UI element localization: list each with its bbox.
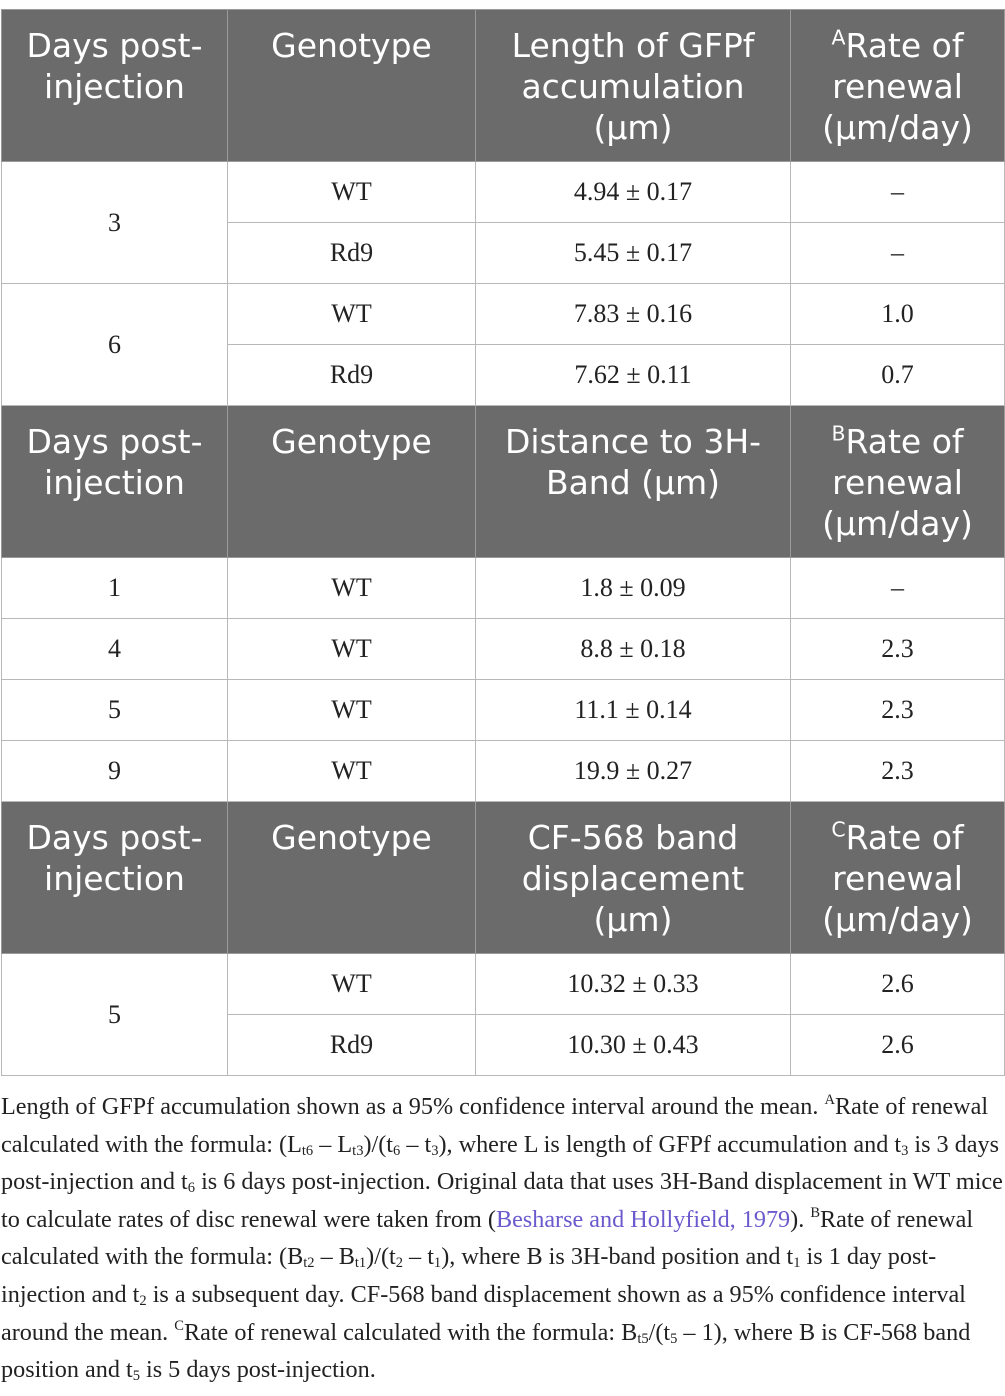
footnote-text: Rate of renewal calculated with the formula: B <box>183 1318 638 1346</box>
footnote-text: is 3 days post-injection and t <box>1 1130 1000 1196</box>
subscript: 6 <box>187 1180 196 1197</box>
rate-cell: 2.3 <box>791 680 1005 741</box>
footnote-marker: A <box>824 1091 835 1108</box>
footnote-marker: C <box>831 817 846 842</box>
genotype-cell: WT <box>228 619 476 680</box>
rate-cell: – <box>791 223 1005 284</box>
header-measure: Distance to 3H-Band (μm) <box>476 406 791 558</box>
subscript: 5 <box>132 1368 140 1385</box>
footnote-marker: C <box>174 1317 184 1334</box>
header-days: Days post-injection <box>2 406 228 558</box>
table-row <box>2 680 1005 741</box>
table-row <box>2 954 1005 1015</box>
subscript: 1 <box>793 1255 801 1272</box>
footnote-text: Rate of renewal calculated with the formula: (B <box>1 1205 974 1271</box>
rate-cell: – <box>791 558 1005 619</box>
day-cell: 1 <box>2 558 228 619</box>
footnote-text: /(t <box>648 1318 671 1346</box>
header-rate <box>791 406 1005 558</box>
genotype-cell: WT <box>228 954 476 1015</box>
day-cell: 6 <box>2 284 228 406</box>
genotype-cell: WT <box>228 284 476 345</box>
genotype-cell: WT <box>228 558 476 619</box>
subscript: t6 <box>301 1142 314 1159</box>
genotype-cell: Rd9 <box>228 223 476 284</box>
genotype-cell: Rd9 <box>228 345 476 406</box>
genotype-cell: WT <box>228 162 476 223</box>
footnote-text: Rate of renewal calculated with the formula: (L <box>1 1093 989 1158</box>
footnote-text: is 6 days post-injection. Original data that uses 3H-Band displacement in WT mice to calculate rates of disc renewal were taken from ( <box>1 1168 1003 1233</box>
rate-cell: 0.7 <box>791 345 1005 406</box>
footnote-marker: B <box>831 421 846 446</box>
footnote-text: ). <box>790 1205 811 1233</box>
header-days: Days post-injection <box>2 10 228 162</box>
value-cell: 7.83 ± 0.16 <box>476 284 791 345</box>
table-row <box>2 284 1005 345</box>
footnote-marker: B <box>810 1204 820 1221</box>
footnote-text: is 5 days post-injection. <box>139 1356 376 1384</box>
value-cell: 5.45 ± 0.17 <box>476 223 791 284</box>
value-cell: 1.8 ± 0.09 <box>476 558 791 619</box>
value-cell: 11.1 ± 0.14 <box>476 680 791 741</box>
day-cell: 4 <box>2 619 228 680</box>
header-rate-label: Rate of renewal (μm/day) <box>822 818 973 939</box>
subscript: 3 <box>901 1142 909 1159</box>
value-cell: 7.62 ± 0.11 <box>476 345 791 406</box>
header-measure: Length of GFPf accumulation (μm) <box>476 10 791 162</box>
rate-cell: 2.6 <box>791 1015 1005 1076</box>
section-1-header-row <box>2 10 1005 162</box>
value-cell: 19.9 ± 0.27 <box>476 741 791 802</box>
footnote-text: – B <box>314 1243 355 1271</box>
footnote-text: ), where L is length of GFPf accumulation and t <box>438 1130 902 1158</box>
day-cell: 9 <box>2 741 228 802</box>
header-genotype: Genotype <box>228 10 476 162</box>
table-row <box>2 162 1005 223</box>
genotype-cell: WT <box>228 741 476 802</box>
header-rate-label: Rate of renewal (μm/day) <box>822 422 973 543</box>
rate-cell: 2.3 <box>791 619 1005 680</box>
value-cell: 10.30 ± 0.43 <box>476 1015 791 1076</box>
footnote-text: – 1), where B is CF-568 band position and t <box>1 1318 971 1384</box>
subscript: t1 <box>354 1255 367 1272</box>
footnote-text: is 1 day post-injection and t <box>1 1243 937 1308</box>
genotype-cell: WT <box>228 680 476 741</box>
day-cell: 5 <box>2 680 228 741</box>
subscript: t3 <box>352 1142 364 1159</box>
footnote-text: – L <box>313 1130 353 1158</box>
rate-cell: 1.0 <box>791 284 1005 345</box>
day-cell: 3 <box>2 162 228 284</box>
footnote-text: – t <box>403 1243 434 1271</box>
section-3-header-row <box>2 802 1005 954</box>
table-row <box>2 619 1005 680</box>
section-2-header-row <box>2 406 1005 558</box>
header-rate <box>791 10 1005 162</box>
rate-cell: 2.3 <box>791 741 1005 802</box>
header-genotype: Genotype <box>228 802 476 954</box>
header-rate <box>791 802 1005 954</box>
subscript: 6 <box>393 1142 401 1159</box>
footnote-text: is a subsequent day. CF-568 band displacement shown as a 95% confidence interval around the mean. <box>1 1280 966 1346</box>
subscript: 2 <box>139 1292 147 1309</box>
footnote-text: Length of GFPf accumulation shown as a 95% confidence interval around the mean. <box>1 1093 825 1120</box>
header-rate-label: Rate of renewal (μm/day) <box>822 26 973 147</box>
footnote-text: )/(t <box>363 1130 394 1158</box>
footnote-text: – t <box>400 1130 432 1158</box>
subscript: 3 <box>431 1142 439 1159</box>
subscript: 2 <box>395 1255 403 1272</box>
subscript: 5 <box>670 1330 678 1347</box>
table-footnote <box>1 1088 1005 1389</box>
footnote-text: ), where B is 3H-band position and t <box>441 1243 794 1271</box>
subscript: 1 <box>433 1255 442 1272</box>
table-row <box>2 558 1005 619</box>
value-cell: 8.8 ± 0.18 <box>476 619 791 680</box>
reference-link[interactable]: Besharse and Hollyfield, 1979 <box>495 1205 791 1233</box>
footnote-text: )/(t <box>366 1243 396 1271</box>
renewal-rate-table <box>1 9 1005 1076</box>
value-cell: 10.32 ± 0.33 <box>476 954 791 1015</box>
rate-cell: – <box>791 162 1005 223</box>
rate-cell: 2.6 <box>791 954 1005 1015</box>
header-days: Days post-injection <box>2 802 228 954</box>
header-measure: CF-568 band displacement (μm) <box>476 802 791 954</box>
subscript: t2 <box>303 1255 315 1272</box>
table-row <box>2 741 1005 802</box>
header-genotype: Genotype <box>228 406 476 558</box>
genotype-cell: Rd9 <box>228 1015 476 1076</box>
subscript: t5 <box>637 1330 649 1347</box>
day-cell: 5 <box>2 954 228 1076</box>
footnote-marker: A <box>831 25 846 50</box>
value-cell: 4.94 ± 0.17 <box>476 162 791 223</box>
